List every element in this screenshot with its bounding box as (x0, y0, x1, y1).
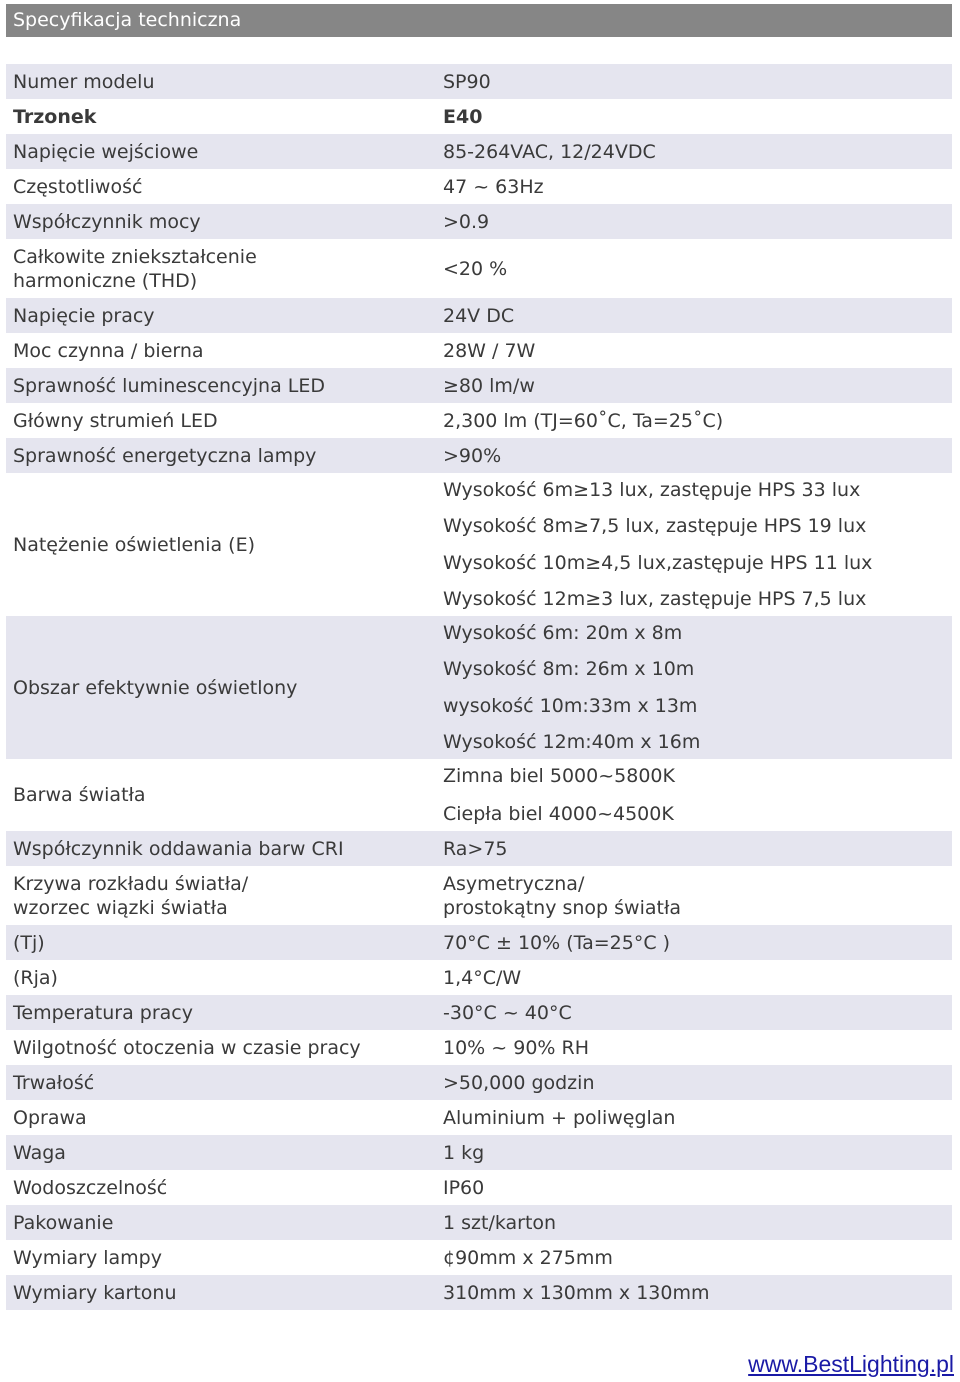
spec-value (443, 304, 952, 328)
spec-value-line: Wysokość 12m:40m x 16m (443, 730, 701, 753)
spec-row (6, 995, 952, 1030)
spec-row (6, 1240, 952, 1275)
spec-value-line: 85-264VAC, 12/24VDC (443, 140, 656, 163)
spec-row (6, 831, 952, 866)
spec-label: Waga (13, 1141, 66, 1164)
spec-value-line: Asymetryczna/ prostokątny snop światła (443, 872, 681, 919)
spec-value (443, 70, 952, 94)
spec-label: Pakowanie (13, 1211, 114, 1234)
spec-row (6, 1100, 952, 1135)
spec-value-line: >0.9 (443, 210, 490, 233)
spec-value (443, 1141, 952, 1165)
spec-value (443, 105, 952, 129)
spec-label: Sprawność energetyczna lampy (13, 444, 317, 467)
spec-row (6, 1030, 952, 1065)
spec-value-line: Wysokość 8m≥7,5 lux, zastępuje HPS 19 lux (443, 515, 867, 538)
spec-value-line: ¢90mm x 275mm (443, 1246, 613, 1269)
spec-value (443, 473, 952, 616)
spec-value (443, 1036, 952, 1060)
spec-label: Natężenie oświetlenia (E) (13, 533, 255, 556)
spec-value (443, 759, 952, 831)
spec-label: Wymiary kartonu (13, 1281, 177, 1304)
spec-row (6, 960, 952, 995)
spec-value (443, 409, 952, 433)
spec-label: Numer modelu (13, 70, 155, 93)
spec-label: Barwa światła (13, 784, 146, 806)
spec-value-line: 1 szt/karton (443, 1211, 557, 1234)
spec-value-line: 10% ~ 90% RH (443, 1036, 589, 1059)
spec-value (443, 931, 952, 955)
spec-value-line: 1 kg (443, 1141, 485, 1164)
spec-value-line: Aluminium + poliwęglan (443, 1106, 676, 1129)
website-link[interactable]: www.BestLighting.pl (748, 1351, 954, 1377)
spec-value-line: Ciepła biel 4000~4500K (443, 803, 674, 825)
spec-value (443, 837, 952, 861)
spec-row (6, 64, 952, 99)
spec-row (6, 1065, 952, 1100)
spec-value-line: 28W / 7W (443, 339, 536, 362)
spec-row (6, 616, 952, 759)
spec-row (6, 333, 952, 368)
spec-label: Całkowite zniekształcenie harmoniczne (THD) (13, 245, 257, 292)
spec-label: Obszar efektywnie oświetlony (13, 676, 298, 699)
spec-value-line: Wysokość 12m≥3 lux, zastępuje HPS 7,5 lux (443, 587, 867, 610)
spec-value (443, 140, 952, 164)
spec-row (6, 759, 952, 831)
spec-value (443, 1071, 952, 1095)
spec-value-line: Wysokość 6m≥13 lux, zastępuje HPS 33 lux (443, 479, 861, 501)
spec-value (443, 872, 952, 920)
spec-value-line: 70°C ± 10% (Ta=25°C ) (443, 931, 671, 954)
spec-value (443, 1246, 952, 1270)
spec-value-line: 2,300 lm (TJ=60˚C, Ta=25˚C) (443, 409, 724, 432)
spec-value (443, 616, 952, 759)
section-title: Specyfikacja techniczna (13, 9, 242, 31)
spec-label: Główny strumień LED (13, 409, 218, 432)
spec-label: Trwałość (13, 1071, 95, 1094)
spec-label: (Rja) (13, 966, 58, 989)
spec-value-line: ≥80 lm/w (443, 374, 535, 397)
spec-label: Współczynnik oddawania barw CRI (13, 837, 344, 860)
spec-value-line: Ra>75 (443, 837, 508, 860)
spec-label: Wilgotność otoczenia w czasie pracy (13, 1036, 361, 1059)
spec-label: Napięcie wejściowe (13, 140, 199, 163)
section-header (6, 4, 952, 37)
spec-label: Wymiary lampy (13, 1246, 162, 1269)
spec-row (6, 1170, 952, 1205)
spec-row (6, 1275, 952, 1310)
spec-label: Wodoszczelność (13, 1176, 168, 1199)
spec-value-line: E40 (443, 105, 483, 128)
spec-value (443, 175, 952, 199)
spec-row (6, 134, 952, 169)
spec-value-line: IP60 (443, 1176, 485, 1199)
spec-value-line: >90% (443, 444, 502, 467)
spec-row (6, 473, 952, 616)
spec-row (6, 438, 952, 473)
spec-label: Oprawa (13, 1106, 87, 1129)
spec-label: Częstotliwość (13, 175, 143, 198)
spec-row (6, 368, 952, 403)
spec-row (6, 925, 952, 960)
spec-value-line: wysokość 10m:33m x 13m (443, 694, 698, 717)
spec-value (443, 1176, 952, 1200)
spec-label: Krzywa rozkładu światła/ wzorzec wiązki światła (13, 872, 249, 919)
spec-value-line: <20 % (443, 257, 508, 280)
spec-table (6, 64, 952, 1310)
spec-value-line: Wysokość 10m≥4,5 lux,zastępuje HPS 11 lux (443, 551, 873, 574)
spec-row (6, 99, 952, 134)
spec-label: Sprawność luminescencyjna LED (13, 374, 325, 397)
spec-row (6, 403, 952, 438)
spec-label: Moc czynna / bierna (13, 339, 204, 362)
spec-value-line: Wysokość 6m: 20m x 8m (443, 622, 683, 644)
spec-value-line: SP90 (443, 70, 491, 93)
spec-row (6, 169, 952, 204)
spec-label: Trzonek (13, 105, 97, 128)
spec-value (443, 1211, 952, 1235)
spec-value-line: 1,4°C/W (443, 966, 522, 989)
spec-value-line: Wysokość 8m: 26m x 10m (443, 658, 695, 681)
spec-value-line: >50,000 godzin (443, 1071, 595, 1094)
spec-value (443, 339, 952, 363)
spec-row (6, 204, 952, 239)
spec-row (6, 298, 952, 333)
spec-label: Napięcie pracy (13, 304, 155, 327)
spec-value (443, 210, 952, 234)
spec-value-line: -30°C ~ 40°C (443, 1001, 572, 1024)
spec-value (443, 444, 952, 468)
spec-label: (Tj) (13, 931, 45, 954)
spec-value (443, 374, 952, 398)
spec-value-line: 310mm x 130mm x 130mm (443, 1281, 710, 1304)
spec-row (6, 1205, 952, 1240)
spec-value-line: 24V DC (443, 304, 515, 327)
spec-value-line: Zimna biel 5000~5800K (443, 765, 675, 787)
spec-row (6, 866, 952, 925)
spec-row (6, 1135, 952, 1170)
spec-row (6, 239, 952, 298)
spec-value (443, 1281, 952, 1305)
spec-value (443, 1106, 952, 1130)
spec-value (443, 966, 952, 990)
spec-label: Współczynnik mocy (13, 210, 201, 233)
spec-value (443, 257, 952, 281)
spec-value (443, 1001, 952, 1025)
spec-value-line: 47 ~ 63Hz (443, 175, 544, 198)
spec-label: Temperatura pracy (13, 1001, 193, 1024)
